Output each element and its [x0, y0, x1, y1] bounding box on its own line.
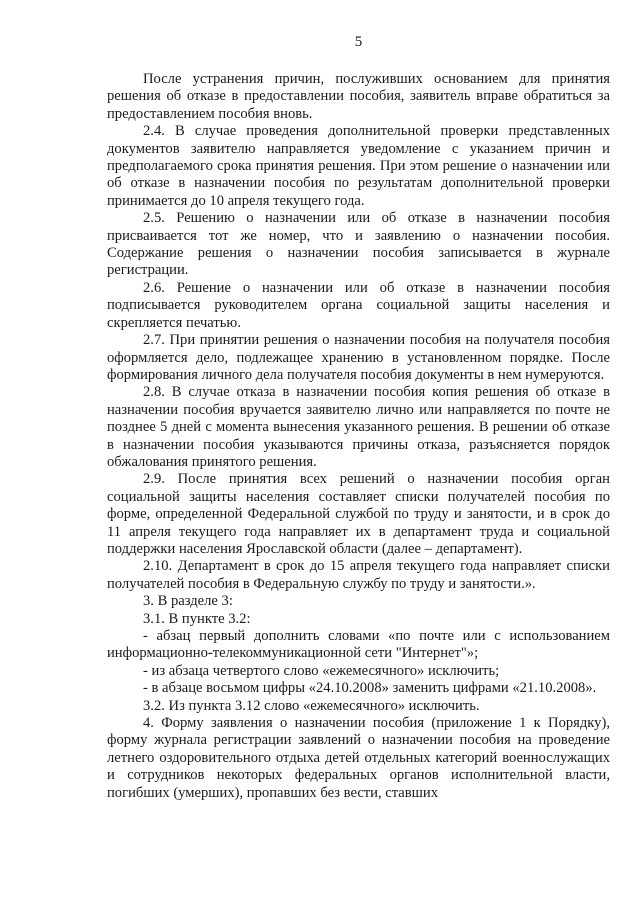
paragraph-2-8: 2.8. В случае отказа в назначении пособия копия решения об отказе в назначении пособия вручается заявителю лично или направляется по почте не позднее 5 дней с момента вынесения указанного решения. В решении об отказе в назначении пособия указываются причины отказа, разъясняется порядок обжалования принятого решения.	[107, 384, 610, 470]
paragraph-3-1-item-2: - из абзаца четвертого слово «ежемесячного» исключить;	[143, 662, 500, 679]
document-page	[107, 0, 610, 905]
paragraph-2-5: 2.5. Решению о назначении или об отказе в назначении пособия присваивается тот же номер, что и заявлению о назначении пособия. Содержание решения о назначении пособия записывается в журнале регистрации.	[107, 210, 610, 279]
paragraph-2-9: 2.9. После принятия всех решений о назначении пособия орган социальной защиты населения составляет списки получателей пособия по форме, определенной Федеральной службой по труду и занятости, и в срок до 11 апреля текущего года направляет их в департамент труда и социальной поддержки населения Ярославской области (далее – департамент).	[107, 471, 610, 557]
page-number: 5	[354, 34, 363, 50]
paragraph-after-elimination: После устранения причин, послуживших основанием для принятия решения об отказе в предоставлении пособия, заявитель вправе обратиться за предоставлением пособия вновь.	[107, 71, 610, 122]
paragraph-2-10: 2.10. Департамент в срок до 15 апреля текущего года направляет списки получателей пособия в Федеральную службу по труду и занятости.».	[107, 558, 610, 592]
paragraph-4: 4. Форму заявления о назначении пособия (приложение 1 к Порядку), форму журнала регистрации заявлений о назначении пособия на проведение летнего оздоровительного отдыха детей отдельных категорий военнослужащих и сотрудников некоторых федеральных органов исполнительной власти, погибших (умерших), пропавших без вести, ставших	[107, 715, 610, 801]
paragraph-3-1-item-3: - в абзаце восьмом цифры «24.10.2008» заменить цифрами «21.10.2008».	[143, 680, 597, 697]
paragraph-2-4: 2.4. В случае проведения дополнительной проверки представленных документов заявителю направляется уведомление с указанием причин и предполагаемого срока принятия решения. При этом решение о назначении или об отказе в назначении пособия по результатам дополнительной проверки принимается до 10 апреля текущего года.	[107, 123, 610, 209]
paragraph-3: 3. В разделе 3:	[143, 593, 233, 610]
paragraph-2-6: 2.6. Решение о назначении или об отказе в назначении пособия подписывается руководителем органа социальной защиты населения и скрепляется печатью.	[107, 279, 610, 331]
paragraph-3-1-item-1: - абзац первый дополнить словами «по почте или с использованием информационно-телекоммуникационной сети "Интернет"»;	[107, 628, 610, 662]
paragraph-3-2: 3.2. Из пункта 3.12 слово «ежемесячного» исключить.	[143, 697, 480, 714]
paragraph-2-7: 2.7. При принятии решения о назначении пособия на получателя пособия оформляется дело, подлежащее хранению в установленном порядке. После формирования личного дела получателя пособия документы в нем нумеруются.	[107, 332, 610, 383]
document-body	[107, 71, 610, 802]
paragraph-3-1: 3.1. В пункте 3.2:	[143, 610, 251, 627]
